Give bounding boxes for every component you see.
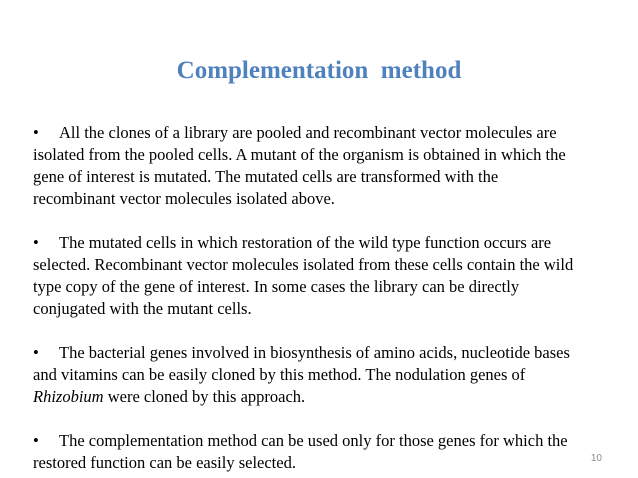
text-line — [33, 122, 623, 144]
text-line: restored function can be easily selected. — [33, 453, 296, 472]
italic-term: Rhizobium — [33, 387, 104, 406]
bullet-paragraph-3 — [33, 342, 623, 408]
text-span: All the clones of a library are pooled and recombinant vector molecules are — [59, 123, 557, 142]
text-line: conjugated with the mutant cells. — [33, 299, 252, 318]
text-line: and vitamins can be easily cloned by this method. The nodulation genes of — [33, 365, 526, 384]
text-line: selected. Recombinant vector molecules isolated from these cells contain the wild — [33, 255, 574, 274]
slide-title: Complementation method — [176, 57, 462, 84]
text-line — [33, 386, 623, 408]
slide-body — [33, 122, 623, 474]
bullet-symbol: • — [33, 343, 39, 362]
text-line: isolated from the pooled cells. A mutant of the organism is obtained in which the — [33, 145, 566, 164]
text-line: type copy of the gene of interest. In some cases the library can be directly — [33, 277, 520, 296]
bullet-symbol: • — [33, 233, 39, 252]
text-line — [33, 430, 623, 452]
text-line — [33, 342, 623, 364]
text-line: gene of interest is mutated. The mutated cells are transformed with the — [33, 167, 499, 186]
text-span: The mutated cells in which restoration of the wild type function occurs are — [59, 233, 552, 252]
bullet-paragraph-4 — [33, 430, 623, 474]
bullet-paragraph-2 — [33, 232, 623, 320]
text-span: The complementation method can be used only for those genes for which the — [59, 431, 568, 450]
text-line — [33, 232, 623, 254]
bullet-symbol: • — [33, 431, 39, 450]
text-line: recombinant vector molecules isolated above. — [33, 189, 335, 208]
bullet-symbol: • — [33, 123, 39, 142]
text-span: The bacterial genes involved in biosynthesis of amino acids, nucleotide bases — [59, 343, 570, 362]
page-number: 10 — [590, 453, 602, 464]
text-span: were cloned by this approach. — [103, 387, 306, 406]
bullet-paragraph-1 — [33, 122, 623, 210]
